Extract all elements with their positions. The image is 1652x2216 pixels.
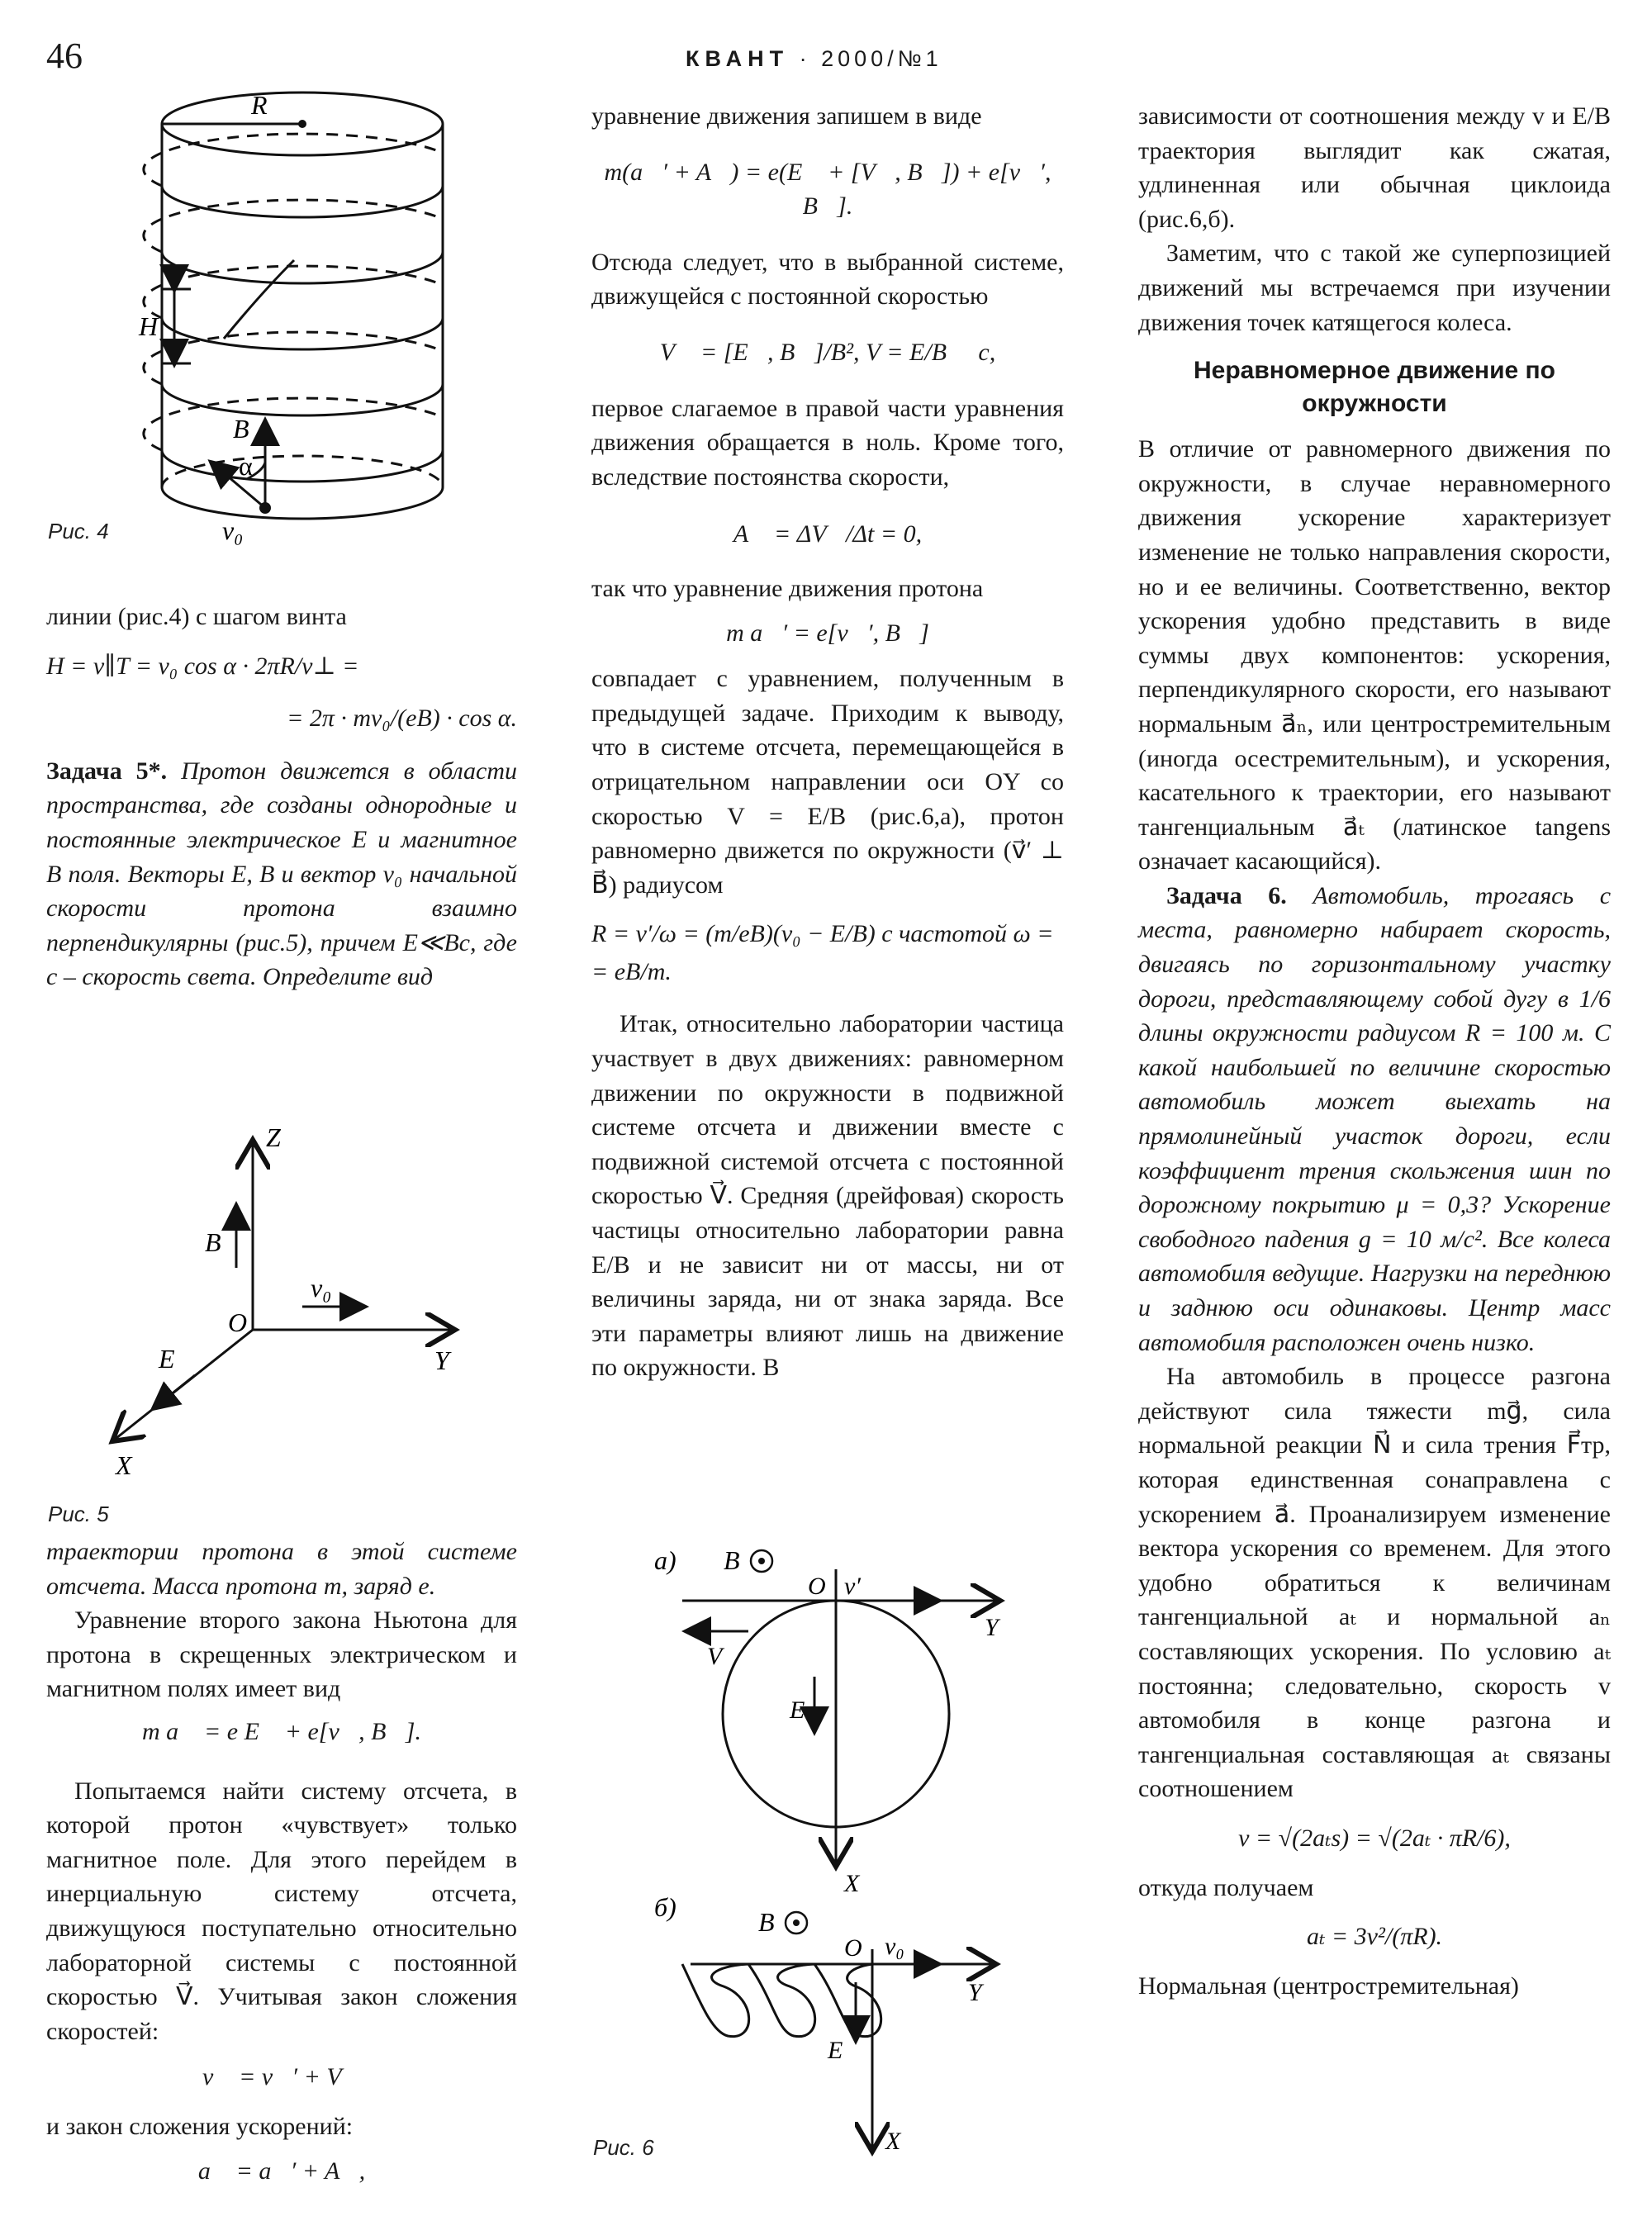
label-X: X xyxy=(116,1450,132,1480)
task-6-label: Задача 6. xyxy=(1166,881,1287,909)
column-1-upper xyxy=(46,600,517,994)
label-Y: Y xyxy=(434,1345,449,1375)
label-X: X xyxy=(844,1870,860,1897)
label-E: E xyxy=(790,1696,805,1724)
running-head xyxy=(686,46,942,72)
paragraph: На автомобиль в процессе разгона действуют сила тяжести mg⃗, сила нормальной реакции N⃗ и сила трения F⃗тр, которая единственная сонаправлена с ускорением a⃗. Проанализируем изменение вектора ускорения со временем. Для этого удобно обратиться к величинам тангенциальной aₜ и нормальной aₙ составляющих ускорения. По условию aₜ постоянна; следовательно, скорость v автомобиля в конце разгона и тангенциальная составляющая aₜ связаны соотношением xyxy=(1138,1363,1611,1803)
paragraph: В отличие от равномерного движения по окружности, в случае неравномерного движения ускорение характеризует изменение не только направления скорости, но и ее величины. Соответственно, вектор ускорения удобно представить в виде суммы двух компонентов: ускорения, перпендикулярного скорости, его называют нормальным a⃗ₙ, или центростремительным (иногда осестремительным), и ускорения, касательного к траектории, его называют тангенциальным a⃗ₜ (латинское tangens означает касающийся). xyxy=(1138,435,1611,875)
task-6 xyxy=(1138,879,1611,1359)
column-2 xyxy=(591,99,1064,1385)
paragraph: Отсюда следует, что в выбранной системе, движущейся с постоянной скоростью xyxy=(591,248,1064,311)
label-B: B xyxy=(724,1545,740,1575)
label-O: O xyxy=(228,1307,248,1337)
figure-5-caption: Рис. 5 xyxy=(48,1502,109,1526)
task-5-continued: траектории протона в этой системе отсчета. Масса протона m, заряд e. xyxy=(46,1538,517,1600)
paragraph: Заметим, что с такой же суперпозицией движений мы встречаемся при изучении движения точек катящегося колеса. xyxy=(1138,240,1611,336)
label-E: E xyxy=(159,1344,175,1374)
paragraph: и закон сложения ускорений: xyxy=(46,2112,354,2140)
paragraph: откуда получаем xyxy=(1138,1873,1314,1901)
label-alpha: α xyxy=(239,451,253,481)
equation: H = v∥T = v₀ cos α · 2πR/v⊥ = xyxy=(46,652,359,680)
figure-6 xyxy=(591,1536,1087,2164)
paragraph: Нормальная (центростремительная) xyxy=(1138,1972,1519,2000)
equation: v⃗ = v⃗′ + V⃗ xyxy=(202,2063,361,2091)
paragraph: Попытаемся найти систему отсчета, в которой протон «чувствует» только магнитное поле. Для этого перейдем в инерциальную систему отсчета, движущуюся поступательно относительно лабораторной системы с постоянной скоростью V⃗. Учитывая закон сложения скоростей: xyxy=(46,1777,517,2045)
label-Y: Y xyxy=(985,1614,999,1641)
figure-4 xyxy=(46,91,509,553)
label-Z: Z xyxy=(266,1123,281,1152)
label-v0: v₀ xyxy=(222,515,244,545)
label-B: B xyxy=(205,1227,221,1257)
column-1-lower xyxy=(46,1535,517,2198)
label-B: B xyxy=(758,1907,775,1937)
equation: a⃗ = a⃗′ + A⃗, xyxy=(197,2157,366,2185)
paragraph: линии (рис.4) с шагом винта xyxy=(46,603,347,630)
paragraph: Итак, относительно лаборатории частица участвует в двух движениях: равномерном движении по окружности в подвижной системе отсчета и движении вместе с подвижной системой отсчета с постоянной скоростью V⃗. Средняя (дрейфовая) скорость частицы относительно лаборатории равна E/B и не зависит ни от массы, ни от величины заряда, ни от знака заряда. Все эти параметры влияют лишь на движение по окружности. В xyxy=(591,1010,1064,1382)
label-v0: v₀ xyxy=(311,1273,332,1303)
paragraph: Уравнение второго закона Ньютона для протона в скрещенных электрическом и магнитном полях имеет вид xyxy=(46,1606,517,1703)
equation: R = v′/ω = (m/eB)(v₀ − E/B) с частотой ω = xyxy=(591,920,1054,948)
paragraph: зависимости от соотношения между v и E/B траектория выглядит как сжатая, удлиненная или обычная циклоида (рис.6,б). xyxy=(1138,102,1611,233)
label-part-a: а) xyxy=(654,1545,676,1575)
label-H: H xyxy=(139,311,159,341)
task-6-text: Автомобиль, трогаясь с места, равномерно набирает скорость, двигаясь по горизонтальному участку дороги, представляющему собой дугу в 1/6 длины окружности радиусом R = 100 м. С какой наибольшей по величине скоростью автомобиль может выехать на прямолинейный участок дороги, если коэффициент трения скольжения шин по дорожному покрытию μ = 0,3? Ускорение свободного падения g = 10 м/c². Все колеса автомобиля ведущие. Нагрузки на переднюю и заднюю оси одинаковы. Центр масс автомобиля расположен очень низко. xyxy=(1138,881,1612,1356)
section-heading: Неравномерное движение по окружности xyxy=(1193,357,1556,418)
label-O: O xyxy=(844,1934,862,1962)
figure-6-caption: Рис. 6 xyxy=(593,2135,654,2160)
paragraph: так что уравнение движения протона xyxy=(591,574,984,602)
label-v0: v₀ xyxy=(885,1933,904,1960)
task-5 xyxy=(46,754,517,994)
equation: v = √(2aₜs) = √(2aₜ · πR/6), xyxy=(1238,1824,1511,1852)
page-number: 46 xyxy=(46,36,83,76)
figure-4-caption: Рис. 4 xyxy=(48,519,109,543)
equation: aₜ = 3v²/(πR). xyxy=(1306,1923,1443,1951)
column-3 xyxy=(1138,99,1611,2003)
equation: = 2π · mv₀/(eB) · cos α. xyxy=(287,705,517,733)
label-O: O xyxy=(808,1573,826,1600)
equation: A⃗ = ΔV⃗/Δt = 0, xyxy=(733,520,923,548)
task-5-text: Протон движется в области пространства, где созданы однородные и постоянные электрическое E и магнитное B поля. Векторы E, B и вектор v₀ начальной скорости протона взаимно перпендикулярны (рис.5), причем E≪Bc, где c – скорость света. Определите вид xyxy=(46,757,517,991)
journal-title: КВАНТ xyxy=(686,46,790,71)
equation: m(a⃗′ + A⃗) = e(E⃗ + [V⃗, B⃗]) + e[v⃗′, B⃗]. xyxy=(604,158,1051,221)
paragraph: совпадает с уравнением, полученным в предыдущей задаче. Приходим к выводу, что в системе отсчета, перемещающейся в отрицательном направлении оси OY со скоростью V = E/B (рис.6,а), протон равномерно движется по окружности (v⃗′ ⊥ B⃗) радиусом xyxy=(591,665,1064,899)
paragraph: первое слагаемое в правой части уравнения движения обращается в ноль. Кроме того, вследствие постоянства скорости, xyxy=(591,394,1064,491)
task-5-label: Задача 5*. xyxy=(46,757,168,785)
label-X: X xyxy=(885,2128,901,2155)
equation: V⃗ = [E⃗, B⃗]/B², V = E/B ≪ c, xyxy=(659,338,996,366)
equation: m a⃗ = e E⃗ + e[v⃗, B⃗]. xyxy=(142,1717,421,1745)
equation: = eB/m. xyxy=(591,957,672,985)
issue-number: · 2000/№1 xyxy=(799,46,942,71)
label-v-prime: v′ xyxy=(844,1573,861,1600)
label-R: R xyxy=(251,91,268,120)
figure-5 xyxy=(46,1123,509,1487)
label-B: B xyxy=(233,414,249,444)
equation: m a⃗′ = e[v⃗′, B⃗] xyxy=(726,619,929,647)
label-part-b: б) xyxy=(654,1892,676,1922)
label-V: V xyxy=(707,1643,723,1670)
paragraph: уравнение движения запишем в виде xyxy=(591,102,982,130)
label-E: E xyxy=(828,2037,843,2064)
label-Y: Y xyxy=(968,1979,982,2006)
